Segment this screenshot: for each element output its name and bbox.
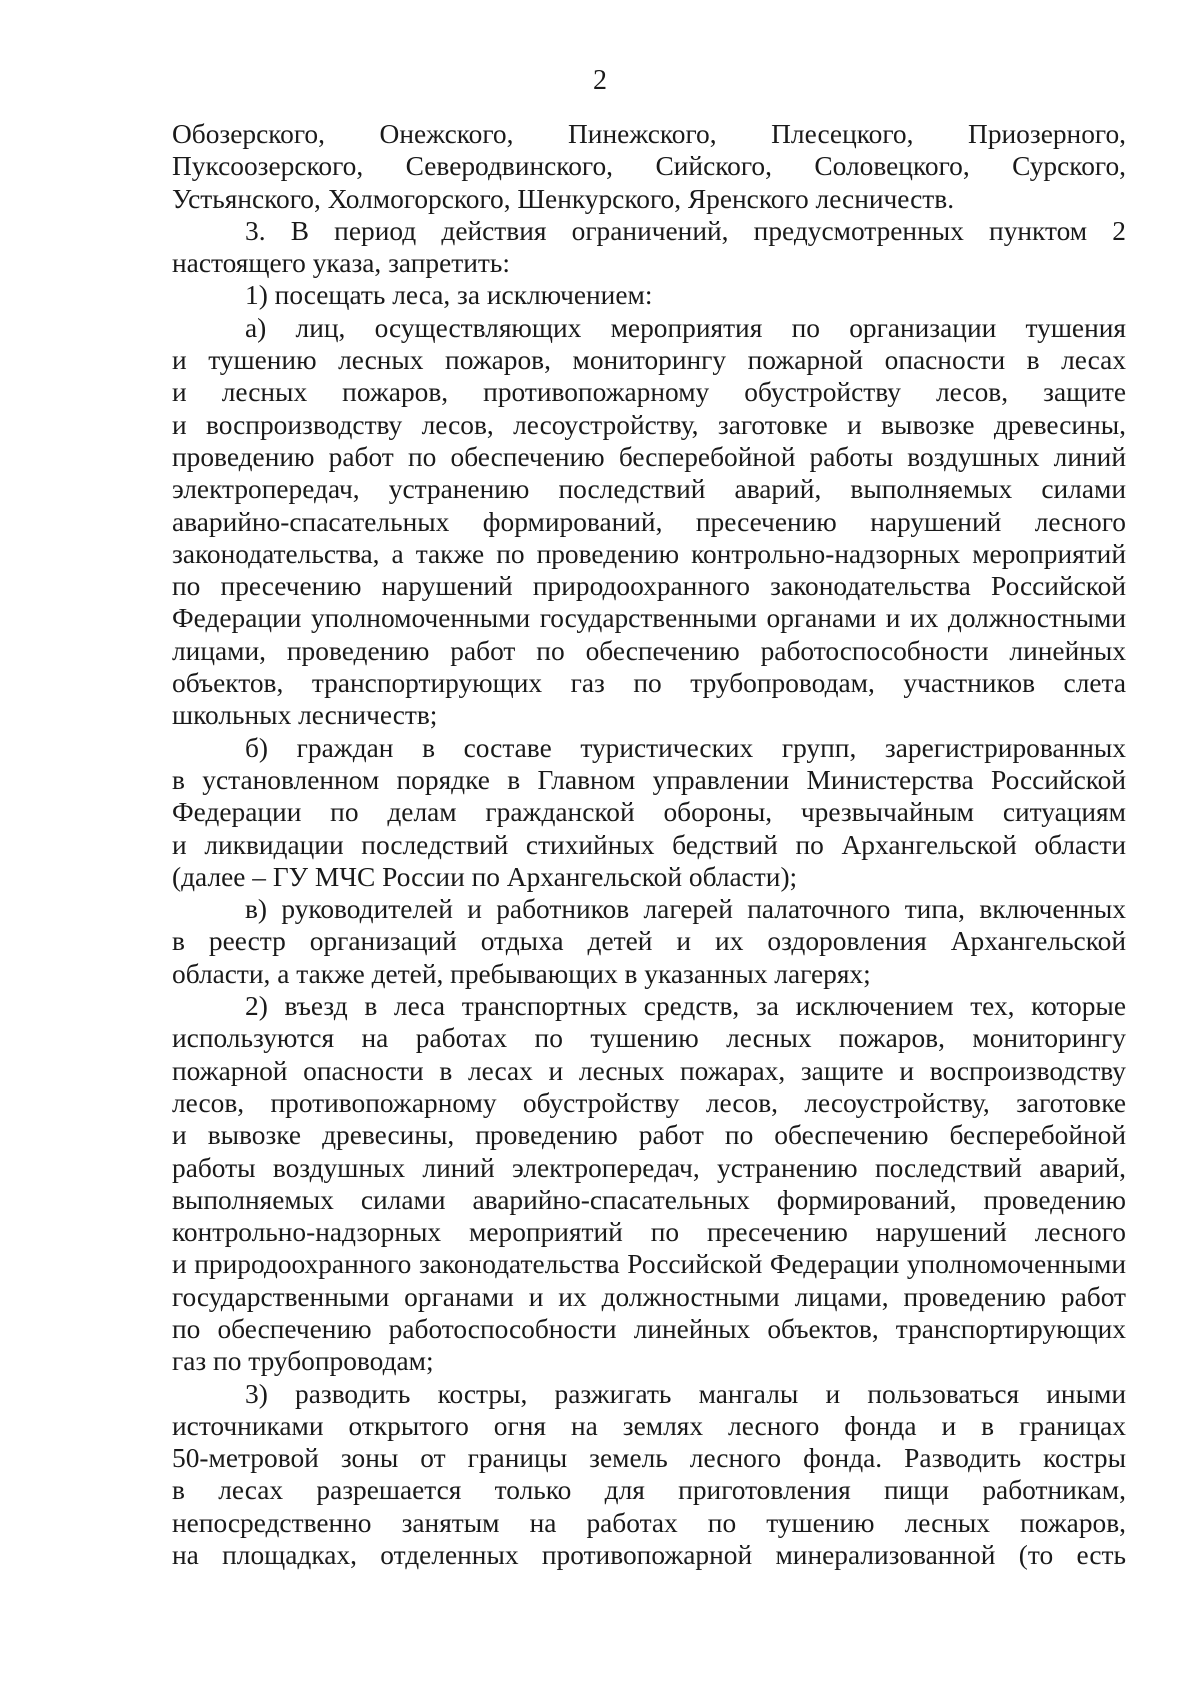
text-line: школьных лесничеств;	[172, 700, 438, 731]
text-line: (далее – ГУ МЧС России по Архангельской области);	[172, 861, 798, 892]
text-line: и воспроизводству лесов, лесоустройству, заготовке и вывозке древесины,	[172, 409, 1126, 440]
text-line: аварийно-спасательных формирований, пресечению нарушений лесного	[172, 506, 1126, 537]
text-line: лицами, проведению работ по обеспечению работоспособности линейных	[172, 635, 1126, 666]
text-line: по обеспечению работоспособности линейных объектов, транспортирующих	[172, 1313, 1126, 1344]
text-line: Пуксоозерского, Северодвинского, Сийского, Соловецкого, Сурского,	[172, 151, 1126, 182]
text-line: в установленном порядке в Главном управлении Министерства Российской	[172, 764, 1126, 795]
text-line: электропередач, устранению последствий аварий, выполняемых силами	[172, 474, 1126, 505]
text-line: государственными органами и их должностными лицами, проведению работ	[172, 1281, 1126, 1312]
text-line: Устьянского, Холмогорского, Шенкурского, Яренского лесничеств.	[172, 183, 955, 214]
text-line: лесов, противопожарному обустройству лесов, лесоустройству, заготовке	[172, 1087, 1126, 1118]
text-line: источниками открытого огня на землях лесного фонда и в границах	[172, 1410, 1126, 1441]
text-line: законодательства, а также по проведению контрольно-надзорных мероприятий	[172, 538, 1126, 569]
page-number: 2	[593, 65, 607, 96]
text-line: используются на работах по тушению лесных пожаров, мониторингу	[172, 1023, 1126, 1054]
text-line: в реестр организаций отдыха детей и их оздоровления Архангельской	[172, 926, 1126, 957]
text-line: 1) посещать леса, за исключением:	[245, 280, 653, 311]
text-line: и вывозке древесины, проведению работ по обеспечению бесперебойной	[172, 1120, 1126, 1151]
text-line: и тушению лесных пожаров, мониторингу пожарной опасности в лесах	[172, 345, 1126, 376]
text-line: и природоохранного законодательства Российской Федерации уполномоченными	[172, 1249, 1126, 1280]
text-line: и лесных пожаров, противопожарному обустройству лесов, защите	[172, 377, 1126, 408]
text-line: объектов, транспортирующих газ по трубопроводам, участников слета	[172, 668, 1126, 699]
text-line: области, а также детей, пребывающих в указанных лагерях;	[172, 958, 871, 989]
text-line: а) лиц, осуществляющих мероприятия по организации тушения	[245, 312, 1126, 343]
document-body	[172, 118, 1126, 1571]
text-line: газ по трубопроводам;	[172, 1346, 434, 1377]
text-line: Федерации по делам гражданской обороны, чрезвычайным ситуациям	[172, 797, 1126, 828]
text-line: 2) въезд в леса транспортных средств, за исключением тех, которые	[245, 991, 1126, 1022]
text-line: контрольно-надзорных мероприятий по пресечению нарушений лесного	[172, 1217, 1126, 1248]
text-line: в) руководителей и работников лагерей палаточного типа, включенных	[245, 894, 1126, 925]
text-line: 3) разводить костры, разжигать мангалы и пользоваться иными	[245, 1378, 1126, 1409]
text-line: б) граждан в составе туристических групп, зарегистрированных	[245, 732, 1126, 763]
text-line: на площадках, отделенных противопожарной минерализованной (то есть	[172, 1540, 1126, 1571]
text-line: по пресечению нарушений природоохранного законодательства Российской	[172, 571, 1126, 602]
text-line: пожарной опасности в лесах и лесных пожарах, защите и воспроизводству	[172, 1055, 1126, 1086]
text-line: 3. В период действия ограничений, предусмотренных пунктом 2	[245, 215, 1126, 246]
text-line: проведению работ по обеспечению бесперебойной работы воздушных линий	[172, 441, 1126, 472]
text-line: настоящего указа, запретить:	[172, 248, 510, 279]
text-line: и ликвидации последствий стихийных бедствий по Архангельской области	[172, 829, 1126, 860]
text-line: Обозерского, Онежского, Пинежского, Плесецкого, Приозерного,	[172, 119, 1126, 149]
text-line: 50-метровой зоны от границы земель лесного фонда. Разводить костры	[172, 1443, 1126, 1474]
text-line: непосредственно занятым на работах по тушению лесных пожаров,	[172, 1507, 1126, 1538]
text-line: выполняемых силами аварийно-спасательных формирований, проведению	[172, 1184, 1126, 1215]
text-line: Федерации уполномоченными государственными органами и их должностными	[172, 603, 1126, 634]
text-line: в лесах разрешается только для приготовления пищи работникам,	[172, 1475, 1126, 1506]
text-line: работы воздушных линий электропередач, устранению последствий аварий,	[172, 1152, 1126, 1183]
